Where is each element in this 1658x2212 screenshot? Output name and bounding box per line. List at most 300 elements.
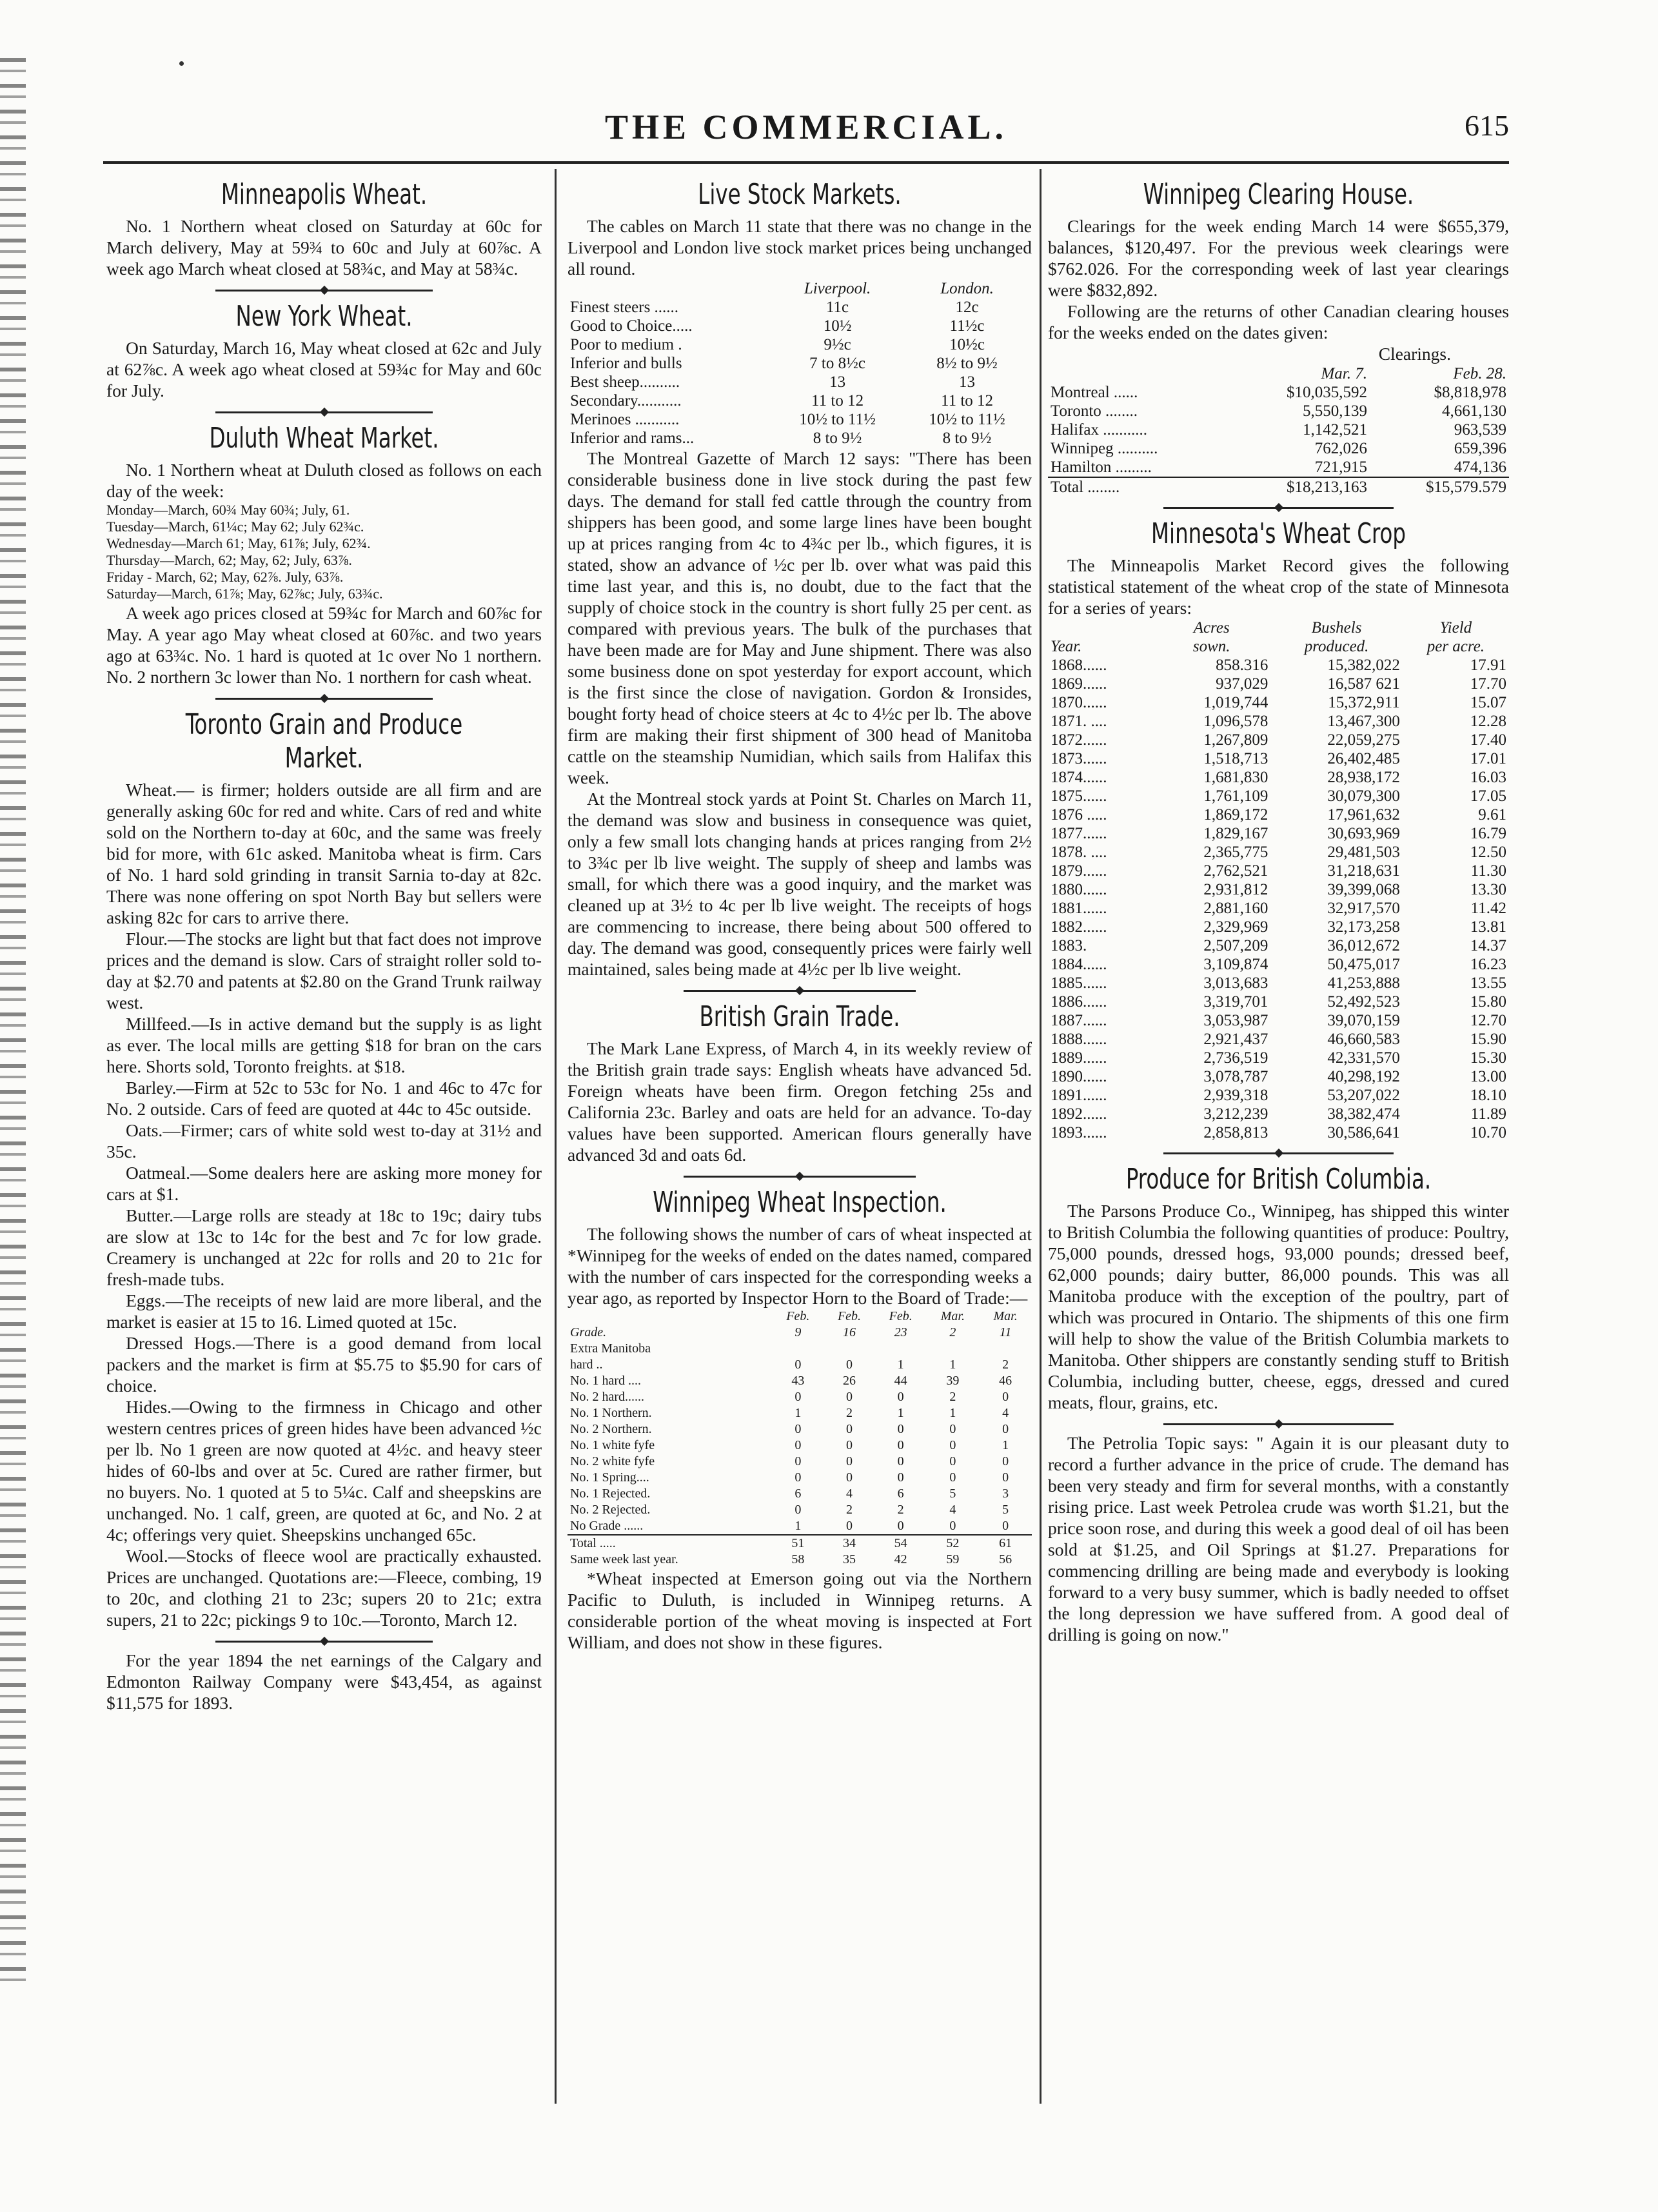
paragraph: Flour.—The stocks are light but that fact does not improve prices and the demand is slow. Cars of straight roller sold to-day at $2.70 and patents at $2.80 on the Grand Trunk railway west. [106,929,542,1012]
paragraph: Oatmeal.—Some dealers here are asking more money for cars at $1. [106,1163,542,1204]
table-cell: 35 [843,1552,856,1566]
paragraph: Clearings for the week ending March 14 were $655,379, balances, $120,497. For the previous week clearings were $762.026. For the corresponding week of last year clearings were $832,892. [1048,216,1509,300]
table-cell: 44 [894,1374,907,1388]
duluth-day-line: Saturday—March, 61⅞; May, 62⅞c; July, 63¾c. [106,586,383,602]
table-cell: Inferior and bulls [570,355,682,372]
table-cell: 8½ to 9½ [936,355,998,372]
table-cell: 2 [949,1390,956,1404]
table-cell: $15,579.579 [1370,477,1509,497]
table-cell: 2,921,437 [1203,1031,1268,1048]
table-cell: Feb. 28. [1453,365,1506,382]
table-row [1048,824,1509,843]
table-cell: 43 [791,1374,805,1388]
table-cell: No. 1 Northern. [570,1406,652,1420]
table-cell: 0 [897,1422,904,1436]
table-cell: 721,915 [1314,459,1368,476]
table-header: London. [940,280,994,297]
table-cell: 2,736,519 [1203,1049,1268,1067]
table-row [567,391,1032,410]
table-cell: 59 [946,1552,960,1566]
table-cell: 5,550,139 [1303,402,1368,420]
article-title-british-grain: British Grain Trade. [699,1000,900,1033]
paragraph: Eggs.—The receipts of new laid are more liberal, and the market is easier at 15 to 16. Limed quoted at 15c. [106,1290,542,1332]
table-cell: Mar. [940,1309,965,1323]
table-cell: 0 [794,1503,802,1517]
table-row [1048,383,1509,402]
table-cell: 15.90 [1470,1031,1506,1048]
table-row [567,373,1032,391]
clearings-table [1048,364,1509,497]
duluth-day-line: Wednesday—March 61; May, 61⅞; July, 62¾. [106,535,371,551]
table-row [1048,1123,1509,1142]
table-cell: 11.42 [1470,900,1506,917]
table-header [567,279,773,298]
article-title-live-stock: Live Stock Markets. [698,178,902,211]
table-cell: 1878. .... [1051,844,1107,861]
table-cell: 13.30 [1470,881,1506,898]
table-row [567,1341,1032,1357]
table-cell: 16.03 [1470,769,1506,786]
paragraph: Wheat.— is firmer; holders outside are all firm and are generally asking 60c for red and white. Cars of red and white sold on the Northern to-day at 60c, and the same was freely bid for more, with 61c asked. Manitoba wheat is firm. Cars of No. 1 hard sold grinding in transit Sarnia to-day at 82c. There was none offering on spot North Bay but sellers were asking 82c for cars to arrive there. [106,780,542,927]
table-cell: 0 [794,1454,802,1468]
table-row [1048,992,1509,1011]
separator [106,408,542,417]
table-cell: Merinoes ........... [570,411,680,428]
table-cell: 9 [794,1325,802,1339]
table-cell: 1 [794,1519,802,1533]
paragraph: No. 1 Northern wheat at Duluth closed as follows on each day of the week: [106,460,542,501]
paragraph: Millfeed.—Is in active demand but the supply is as light as ever. The local mills are getting $18 for bran on the cars here. Shorts sold, Toronto freights. at $18. [106,1014,542,1076]
paragraph: Following are the returns of other Canadian clearing houses for the weeks ended on the dates given: [1048,301,1509,342]
table-row [567,1486,1032,1502]
paragraph: The following shows the number of cars of wheat inspected at *Winnipeg for the weeks of ended on the dates named, compared with the number of cars inspected for the corresponding weeks a year ago, as reported by Inspector Horn to the Board of Trade:— [567,1224,1032,1308]
table-cell: 10½ [823,317,852,335]
table-cell: 1876 ..... [1051,806,1107,824]
table-row [567,429,1032,448]
table-cell: 15,372,911 [1328,694,1400,711]
table-cell: 2,858,813 [1203,1124,1268,1141]
table-cell: 42,331,570 [1327,1049,1400,1067]
table-row [567,298,1032,317]
table-cell: 2,881,160 [1203,900,1268,917]
table-cell: 16 [843,1325,856,1339]
table-cell: 28,938,172 [1327,769,1400,786]
table-cell: 0 [949,1470,956,1485]
table-header-row [1048,618,1509,637]
table-cell: 4 [846,1486,853,1501]
table-row [1048,805,1509,824]
table-cell: 52 [927,1535,980,1552]
table-cell: 36,012,672 [1327,937,1400,954]
table-cell: Secondary........... [570,392,682,410]
table-cell: 11.89 [1470,1105,1506,1123]
table-row [1048,1105,1509,1123]
table-cell: Total ..... [567,1535,773,1552]
table-row [1048,1067,1509,1086]
article-title-new-york-wheat: New York Wheat. [235,300,413,333]
table-cell: 0 [897,1519,904,1533]
article-title-minneapolis-wheat: Minneapolis Wheat. [221,178,428,211]
table-cell: 1877...... [1051,825,1107,842]
table-row [1048,693,1509,712]
table-cell: Feb. [786,1309,810,1323]
table-row [1048,974,1509,992]
table-cell: 32,173,258 [1327,918,1400,936]
table-cell: Same week last year. [570,1552,678,1566]
table-cell: 50,475,017 [1327,956,1400,973]
separator [1048,503,1509,512]
table-cell: Best sheep.......... [570,373,680,391]
paragraph: Barley.—Firm at 52c to 53c for No. 1 and 46c to 47c for No. 2 outside. Cars of feed are quoted at 44c to 45c outside. [106,1078,542,1119]
table-cell: 56 [999,1552,1012,1566]
table-cell: 0 [794,1358,802,1372]
table-row [567,1518,1032,1535]
table-cell: 11 to 12 [811,392,864,410]
table-cell: 1,681,830 [1203,769,1268,786]
masthead-rule [103,161,1509,164]
table-cell: 16.23 [1470,956,1506,973]
table-cell: 2 [949,1325,956,1339]
table-cell: 0 [794,1422,802,1436]
table-cell: 23 [894,1325,907,1339]
table-cell: 11.30 [1470,862,1506,880]
page-binding-edge [0,58,26,1993]
table-cell: 11 [999,1325,1012,1339]
table-cell: No. 1 white fyfe [570,1438,655,1452]
table-cell: 1868...... [1051,657,1107,674]
table-cell: 17.70 [1470,675,1506,693]
table-cell: No. 2 Rejected. [570,1503,651,1517]
duluth-day-line: Thursday—March, 62; May, 62; July, 63⅞. [106,552,352,568]
table-cell: 51 [773,1535,824,1552]
table-cell: 61 [979,1535,1032,1552]
table-row [567,1373,1032,1389]
article-title-british-columbia: Produce for British Columbia. [1125,1163,1432,1196]
table-row [1048,420,1509,439]
table-cell: 13,467,300 [1327,713,1400,730]
table-row [567,1437,1032,1454]
table-row [1048,675,1509,693]
table-row [1048,656,1509,675]
table-cell: 39,070,159 [1327,1012,1400,1029]
paragraph: At the Montreal stock yards at Point St. Charles on March 11, the demand was slow and business in consequence was quiet, only a few small lots changing hands at prices ranging from 2½ to 3¾c per lb live weight. The supply of sheep and lambs was small, for which there was a good inquiry, and the market was cleaned up at 3½ to 4c per lb live weight. The receipts of hogs are commencing to increase, there being about 500 offered to day. The demand was good, consequently prices were fairly well maintained, sales being made at 4½c per lb live weight. [567,789,1032,979]
table-cell: 39,399,068 [1327,881,1400,898]
paragraph: On Saturday, March 16, May wheat closed at 62c and July at 62⅞c. A week ago wheat closed at 59¾c for May and 60c for July. [106,338,542,400]
table-cell: 3,053,987 [1203,1012,1268,1029]
table-cell: 52,492,523 [1327,993,1400,1011]
table-cell: 1873...... [1051,750,1107,767]
table-cell: 40,298,192 [1327,1068,1400,1085]
table-cell: No. 1 hard .... [570,1374,641,1388]
table-cell: Bushels [1311,619,1362,637]
table-cell: 1893...... [1051,1124,1107,1141]
paragraph: The cables on March 11 state that there was no change in the Liverpool and London live stock market prices being unchanged all round. [567,216,1032,279]
table-cell: 858.316 [1216,657,1268,674]
table-cell: 42 [894,1552,907,1566]
table-cell: 12.28 [1470,713,1506,730]
paragraph: The Minneapolis Market Record gives the following statistical statement of the wheat crop of the state of Minnesota for a series of years: [1048,555,1509,618]
table-row [1048,843,1509,862]
table-row [567,1389,1032,1405]
table-row [1048,731,1509,749]
table-cell: 0 [1002,1454,1009,1468]
minnesota-table [1048,618,1509,1142]
table-header-row [1048,364,1509,383]
table-cell: 5 [1002,1503,1009,1517]
table-cell: 11c [825,299,849,316]
table-cell: 0 [846,1519,853,1533]
table-cell: 2 [846,1503,853,1517]
table-header-row [567,279,1032,298]
table-cell: 12.50 [1470,844,1506,861]
table-row [1048,458,1509,477]
table-cell: 1874...... [1051,769,1107,786]
table-cell: 3 [1002,1486,1009,1501]
table-cell: 17.01 [1470,750,1506,767]
table-cell: 6 [897,1486,904,1501]
table-cell: 3,109,874 [1203,956,1268,973]
table-row [567,1454,1032,1470]
article-title-duluth-wheat: Duluth Wheat Market. [209,422,439,455]
table-cell: 11 to 12 [941,392,994,410]
table-cell: 1 [1002,1438,1009,1452]
table-cell [875,1341,927,1357]
table-cell: 46 [999,1374,1012,1388]
table-cell: $18,213,163 [1230,477,1370,497]
table-row [1048,1011,1509,1030]
table-total-row [1048,477,1509,497]
table-cell: 30,586,641 [1327,1124,1400,1141]
table-cell: 46,660,583 [1327,1031,1400,1048]
table-cell: 38,382,474 [1327,1105,1400,1123]
table-cell: 30,079,300 [1327,787,1400,805]
table-row [1048,862,1509,880]
clearings-label: Clearings. [1378,344,1451,364]
table-cell: Acres [1193,619,1230,637]
article-title-clearing-house: Winnipeg Clearing House. [1143,178,1414,211]
separator [1048,1419,1509,1428]
table-cell: Good to Choice..... [570,317,693,335]
paragraph: The Parsons Produce Co., Winnipeg, has shipped this winter to British Columbia the following quantities of produce: Poultry, 75,000 pounds, dressed hogs, 93,000 pounds; dressed beef, 62,000 pounds; dairy butter, 86,000 pounds. This was all Manitoba produce with the exception of the poultry, part of which was procured in Ontario. The shipments of this one firm will help to show the value of the British Columbia markets to Manitoba. Other shippers are constantly sending stuff to British Columbia, including butter, cheese, eggs, dressed and cured meats, flour, grains, etc. [1048,1201,1509,1412]
table-cell: Poor to medium . [570,336,682,353]
table-cell: 4 [1002,1406,1009,1420]
column-2 [567,173,1032,1653]
table-cell: 3,212,239 [1203,1105,1268,1123]
table-cell: No. 1 Spring.... [570,1470,649,1485]
table-cell: 3,078,787 [1203,1068,1268,1085]
table-cell: 15.07 [1470,694,1506,711]
table-cell: 0 [846,1470,853,1485]
table-cell: 39 [946,1374,960,1388]
table-cell: 16,587 621 [1327,675,1400,693]
table-cell: No. 2 Northern. [570,1422,652,1436]
inspection-table [567,1308,1032,1568]
table-cell: 15.80 [1470,993,1506,1011]
table-row [1048,899,1509,918]
table-cell: 2 [846,1406,853,1420]
table-cell: Mar. [993,1309,1018,1323]
table-cell: 2,939,318 [1203,1087,1268,1104]
column-rule-1 [555,169,557,2104]
live-stock-table [567,279,1032,448]
paragraph: The Montreal Gazette of March 12 says: "There has been considerable business done in live stock during the past few days. The demand for stall fed cattle through the country from shippers has been good, and some large lines have been bought up at prices ranging from 4c to 4¾c per lb., which figures, it is stated, show an advance of ½c per lb. over what was paid this time last year, and this is, no doubt, due to the fact that the supply of choice stock in the country is short fully 25 per cent. as compared with previous years. The bulk of the purchases that have been made are for May and June shipment. There was also some business done on spot yesterday for export account, which is the first since the close of navigation. Gordon & Ironsides, bought forty head of choice steers at 4c to 4½c per lb. The above firm are making their first shipment of 300 head of Manitoba cattle on the steamship Numidian, which sails from Halifax this week. [567,448,1032,787]
table-header-row [567,1308,1032,1325]
table-cell: 1892...... [1051,1105,1107,1123]
table-header-row [567,1325,1032,1341]
table-cell: No. 2 white fyfe [570,1454,655,1468]
table-cell: 659,396 [1454,440,1506,457]
table-cell: 13.55 [1470,974,1506,992]
table-cell: 1889...... [1051,1049,1107,1067]
table-row [1048,1086,1509,1105]
column-rule-2 [1040,169,1041,2104]
table-cell: 2,365,775 [1203,844,1268,861]
table-cell: 1871. .... [1051,713,1107,730]
table-cell: 1883. [1051,937,1087,954]
paragraph: Dressed Hogs.—There is a good demand from local packers and the market is firm at $5.75 to $5.90 for cars of choice. [106,1333,542,1396]
table-cell: $10,035,592 [1287,384,1368,401]
table-cell: 0 [1002,1422,1009,1436]
table-cell: 1870...... [1051,694,1107,711]
table-cell: 16.79 [1470,825,1506,842]
duluth-day-line: Friday - March, 62; May, 62⅞. July, 63⅞. [106,569,344,585]
table-header-row [1048,637,1509,656]
table-row [1048,402,1509,420]
table-cell: 53,207,022 [1327,1087,1400,1104]
paragraph: No. 1 Northern wheat closed on Saturday at 60c for March delivery, May at 59¾ to 60c and July at 60⅞c. A week ago March wheat closed at 58¾c, and May at 58¾c. [106,216,542,279]
table-cell: 1880...... [1051,881,1107,898]
table-row [1048,749,1509,768]
table-cell: 32,917,570 [1327,900,1400,917]
table-cell: 2,931,812 [1203,881,1268,898]
table-cell: Grade. [570,1325,607,1339]
table-cell: 14.37 [1470,937,1506,954]
table-cell: 7 to 8½c [809,355,865,372]
table-row [1048,936,1509,955]
table-cell: 17.05 [1470,787,1506,805]
table-cell: 1886...... [1051,993,1107,1011]
table-cell: 9½c [824,336,851,353]
table-cell: 26 [843,1374,856,1388]
table-cell: 0 [949,1422,956,1436]
table-cell: 0 [846,1390,853,1404]
article-title-winnipeg-inspection: Winnipeg Wheat Inspection. [653,1186,947,1219]
paragraph: The Mark Lane Express, of March 4, in its weekly review of the British grain trade says: English wheats have advanced 5d. Foreign wheats have been firm. Oregon fetching 25s and California 23c. Barley and oats are held for an advance. To-day values have been supported. American flours generally have advanced 3d and oats 6d. [567,1038,1032,1165]
table-cell: $8,818,978 [1434,384,1506,401]
paragraph: For the year 1894 the net earnings of the Calgary and Edmonton Railway Company were $43,454, as against $11,575 for 1893. [106,1650,542,1713]
table-cell: 29,481,503 [1327,844,1400,861]
table-cell: 15,382,022 [1327,657,1400,674]
page-number: 615 [1465,109,1509,142]
table-cell [773,1341,824,1357]
table-cell: 3,013,683 [1203,974,1268,992]
table-cell: No. 1 Rejected. [570,1486,651,1501]
table-cell: 0 [897,1390,904,1404]
table-cell: 15.30 [1470,1049,1506,1067]
column-3 [1048,173,1509,1645]
table-cell: Halifax ........... [1051,421,1147,439]
table-cell: 26,402,485 [1327,750,1400,767]
table-cell: 10½ to 11½ [799,411,876,428]
table-cell: 1869...... [1051,675,1107,693]
table-cell: 1879...... [1051,862,1107,880]
table-total-row [567,1535,1032,1552]
table-cell: 2,329,969 [1203,918,1268,936]
table-row [567,1470,1032,1486]
table-cell: 1 [897,1358,904,1372]
table-row [1048,955,1509,974]
duluth-day-line: Tuesday—March, 61¼c; May 62; July 62¾c. [106,518,364,535]
table-cell: 1884...... [1051,956,1107,973]
table-row [567,1357,1032,1373]
table-row [567,1552,1032,1568]
table-cell: 1,869,172 [1203,806,1268,824]
table-cell: 1887...... [1051,1012,1107,1029]
table-cell: 13 [959,373,976,391]
table-cell: 58 [791,1552,805,1566]
table-cell [927,1341,980,1357]
table-row [567,1421,1032,1437]
table-cell: 474,136 [1454,459,1506,476]
table-row [567,335,1032,354]
table-cell: Mar. 7. [1321,365,1368,382]
table-cell: per acre. [1426,638,1485,655]
paragraph: Butter.—Large rolls are steady at 18c to 19c; dairy tubs are slow at 13c to 14c for the best and 7c for low grade. Creamery is unchanged at 22c for rolls and 20 to 21c for fresh-made tubs. [106,1205,542,1289]
table-cell: Winnipeg .......... [1051,440,1158,457]
table-cell: 1,019,744 [1203,694,1268,711]
table-cell: 10½c [949,336,985,353]
table-row [1048,768,1509,787]
table-cell: 2,762,521 [1203,862,1268,880]
table-cell [1048,364,1230,383]
table-cell: 1888...... [1051,1031,1107,1048]
table-cell: Hamilton ......... [1051,459,1152,476]
table-row [1048,439,1509,458]
table-cell: Feb. [837,1309,862,1323]
table-cell: 0 [949,1454,956,1468]
table-cell: 12.70 [1470,1012,1506,1029]
table-cell: 17,961,632 [1327,806,1400,824]
table-cell: 34 [824,1535,875,1552]
table-cell [1048,618,1152,637]
table-cell: 1890...... [1051,1068,1107,1085]
paragraph: Hides.—Owing to the firmness in Chicago and other western centres prices of green hides have been advanced ½c per lb. No 1 green are now quoted at 4½c. and heavy steer hides of 60-lbs and over at 5c. Cured are rather firmer, but no buyers. No. 1 quoted at 5 to 5¼c. Calf and sheepskins are unchanged. No. 1 calf, green, are quoted at 6c, and No. 2 at 4c; offerings very quiet. Sheepskins unchanged 65c. [106,1397,542,1545]
table-cell: 2 [1002,1358,1009,1372]
separator [106,694,542,703]
table-cell: 0 [846,1358,853,1372]
table-cell: 9.61 [1478,806,1506,824]
table-cell: 22,059,275 [1327,731,1400,749]
table-cell: Toronto ........ [1051,402,1138,420]
table-cell: 1882...... [1051,918,1107,936]
table-cell: produced. [1304,638,1369,655]
table-cell: 0 [897,1454,904,1468]
table-cell: 4,661,130 [1442,402,1506,420]
table-row [567,317,1032,335]
table-cell: Total ........ [1048,477,1230,497]
table-cell: 1,267,809 [1203,731,1268,749]
table-cell: 3,319,701 [1203,993,1268,1011]
separator [106,1637,542,1646]
table-cell: Montreal ...... [1051,384,1138,401]
table-cell: 963,539 [1454,421,1506,439]
table-cell: hard .. [570,1358,603,1372]
table-cell: 0 [846,1422,853,1436]
table-cell: 937,029 [1216,675,1268,693]
table-cell: 0 [794,1438,802,1452]
table-cell: Feb. [889,1309,913,1323]
table-cell [567,1308,773,1325]
